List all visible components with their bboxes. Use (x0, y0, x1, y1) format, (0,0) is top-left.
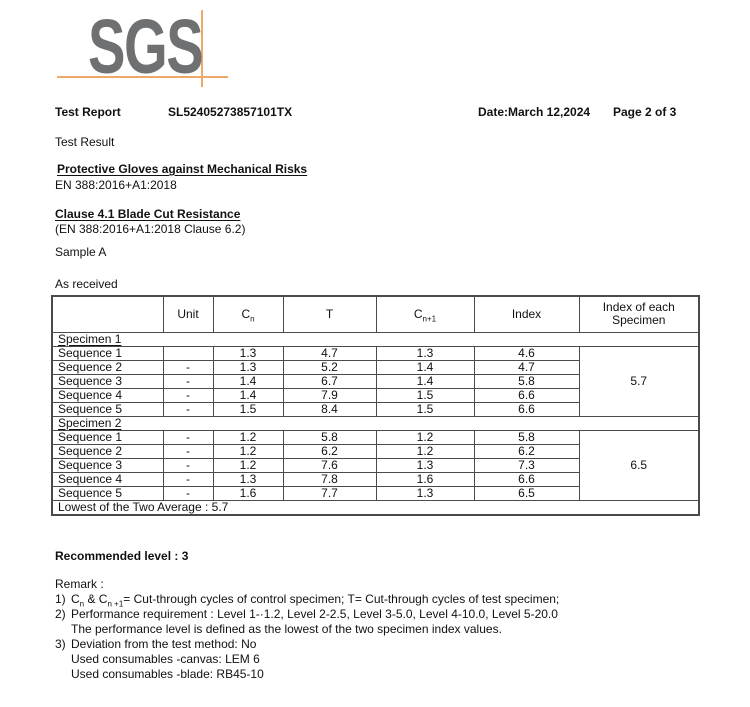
recommended-level: Recommended level : 3 (55, 549, 189, 563)
sequence-label: Sequence 5 (52, 486, 163, 500)
cn-base: C (241, 306, 251, 321)
t-cell: 8.4 (283, 402, 376, 416)
remark-item-2-line2: The performance level is defined as the lowest of the two specimen index values. (71, 622, 502, 636)
index-cell: 6.5 (474, 486, 579, 500)
unit-cell: - (163, 360, 213, 374)
cn-cell: 1.2 (213, 430, 283, 444)
cn1-cell: 1.5 (376, 402, 474, 416)
remark-item-3-line2: Used consumables -canvas: LEM 6 (71, 652, 260, 666)
index-cell: 7.3 (474, 458, 579, 472)
cn-cell: 1.4 (213, 374, 283, 388)
unit-cell (163, 346, 213, 360)
remark-item-1 (55, 592, 559, 607)
remark-c1-sub: n +1 (107, 599, 124, 609)
header-cn (213, 296, 283, 332)
specimen1-label-cell (52, 332, 699, 346)
index-cell: 6.6 (474, 402, 579, 416)
report-title: Test Report (55, 105, 121, 119)
header-cn1 (376, 296, 474, 332)
remark-c-sub: n (79, 599, 85, 609)
table-row (52, 430, 699, 444)
t-cell: 7.6 (283, 458, 376, 472)
clause-title: Clause 4.1 Blade Cut Resistance (55, 207, 241, 221)
specimen2-label: Specimen 2 (58, 416, 122, 430)
remark-item-3-line3: Used consumables -blade: RB45-10 (71, 667, 264, 681)
t-cell: 7.7 (283, 486, 376, 500)
header-empty-cell (52, 296, 163, 332)
cn1-base: C (413, 306, 423, 321)
remark-item-2-number: 2) (55, 607, 66, 621)
index-cell: 4.7 (474, 360, 579, 374)
cn1-cell: 1.5 (376, 388, 474, 402)
sequence-label: Sequence 5 (52, 402, 163, 416)
remark-amp: & C (84, 592, 108, 606)
sequence-label: Sequence 3 (52, 374, 163, 388)
unit-cell: - (163, 374, 213, 388)
unit-cell: - (163, 430, 213, 444)
standard-reference: EN 388:2016+A1:2018 (55, 178, 177, 192)
unit-cell: - (163, 486, 213, 500)
sequence-label: Sequence 4 (52, 388, 163, 402)
header-t: T (283, 296, 376, 332)
cn-cell: 1.2 (213, 444, 283, 458)
condition-label: As received (55, 277, 118, 291)
report-number: SL52405273857101TX (168, 105, 293, 119)
cn-cell: 1.4 (213, 388, 283, 402)
clause-reference: (EN 388:2016+A1:2018 Clause 6.2) (55, 222, 246, 236)
unit-cell: - (163, 402, 213, 416)
cn-cell: 1.5 (213, 402, 283, 416)
header-index: Index (474, 296, 579, 332)
sequence-label: Sequence 4 (52, 472, 163, 486)
remark-item-2 (55, 607, 559, 622)
page-indicator: Page 2 of 3 (613, 105, 677, 119)
specimen2-index-cell: 6.5 (579, 430, 699, 500)
t-cell: 7.8 (283, 472, 376, 486)
cn-subscript: n (250, 314, 255, 324)
t-cell: 4.7 (283, 346, 376, 360)
remark-c-base: C (71, 592, 80, 606)
index-each-line1: Index of each (602, 300, 675, 315)
index-cell: 6.2 (474, 444, 579, 458)
results-table (51, 295, 700, 516)
index-each-line2: Specimen (612, 313, 666, 328)
t-cell: 5.8 (283, 430, 376, 444)
sequence-label: Sequence 1 (52, 430, 163, 444)
test-result-label: Test Result (55, 135, 115, 149)
cn1-cell: 1.4 (376, 360, 474, 374)
remark-item-2-line1: Performance requirement : Level 1-·1.2, Level 2-2.5, Level 3-5.0, Level 4-10.0, Level 5-20.0 (71, 607, 558, 621)
specimen2-label-cell (52, 416, 699, 430)
cn1-cell: 1.4 (376, 374, 474, 388)
unit-cell: - (163, 444, 213, 458)
remark-item-3-number: 3) (55, 637, 66, 651)
remark-item-1-rest: = Cut-through cycles of control specimen; T= Cut-through cycles of test specimen; (123, 592, 560, 606)
cn-cell: 1.3 (213, 360, 283, 374)
remark-item-3 (55, 637, 559, 652)
cn-cell: 1.3 (213, 346, 283, 360)
remark-item-3-line1: Deviation from the test method: No (71, 637, 257, 651)
standard-title: Protective Gloves against Mechanical Risks (57, 162, 308, 176)
index-cell: 5.8 (474, 430, 579, 444)
cn1-cell: 1.2 (376, 430, 474, 444)
cn-cell: 1.6 (213, 486, 283, 500)
remark-item-1-text (71, 592, 559, 607)
sequence-label: Sequence 2 (52, 444, 163, 458)
cn1-subscript: n+1 (422, 314, 437, 324)
unit-cell: - (163, 458, 213, 472)
specimen1-label-row (52, 332, 699, 346)
remark-label: Remark : (55, 577, 104, 591)
specimen1-index-cell: 5.7 (579, 346, 699, 416)
report-date: Date:March 12,2024 (478, 105, 591, 119)
t-cell: 6.2 (283, 444, 376, 458)
sample-label: Sample A (55, 245, 107, 259)
specimen2-label-row (52, 416, 699, 430)
t-cell: 6.7 (283, 374, 376, 388)
sequence-label: Sequence 3 (52, 458, 163, 472)
remark-item-1-number: 1) (55, 592, 66, 606)
header-unit: Unit (163, 296, 213, 332)
index-cell: 6.6 (474, 388, 579, 402)
sequence-label: Sequence 2 (52, 360, 163, 374)
index-cell: 4.6 (474, 346, 579, 360)
cn1-cell: 1.3 (376, 458, 474, 472)
unit-cell: - (163, 388, 213, 402)
cn1-cell: 1.2 (376, 444, 474, 458)
unit-cell: - (163, 472, 213, 486)
sgs-logo-text: SGS (88, 4, 203, 90)
sequence-label: Sequence 1 (52, 346, 163, 360)
table-row (52, 346, 699, 360)
cn1-cell: 1.3 (376, 486, 474, 500)
remark-section (55, 577, 559, 682)
cn-cell: 1.2 (213, 458, 283, 472)
t-cell: 5.2 (283, 360, 376, 374)
lowest-average-cell: Lowest of the Two Average : 5.7 (52, 500, 699, 515)
cn1-cell: 1.6 (376, 472, 474, 486)
index-cell: 5.8 (474, 374, 579, 388)
specimen1-label: Specimen 1 (58, 332, 122, 346)
t-cell: 7.9 (283, 388, 376, 402)
index-cell: 6.6 (474, 472, 579, 486)
cn1-cell: 1.3 (376, 346, 474, 360)
table-footer-row (52, 500, 699, 515)
cn-cell: 1.3 (213, 472, 283, 486)
header-index-of-each-specimen (579, 296, 699, 332)
table-header-row (52, 296, 699, 332)
